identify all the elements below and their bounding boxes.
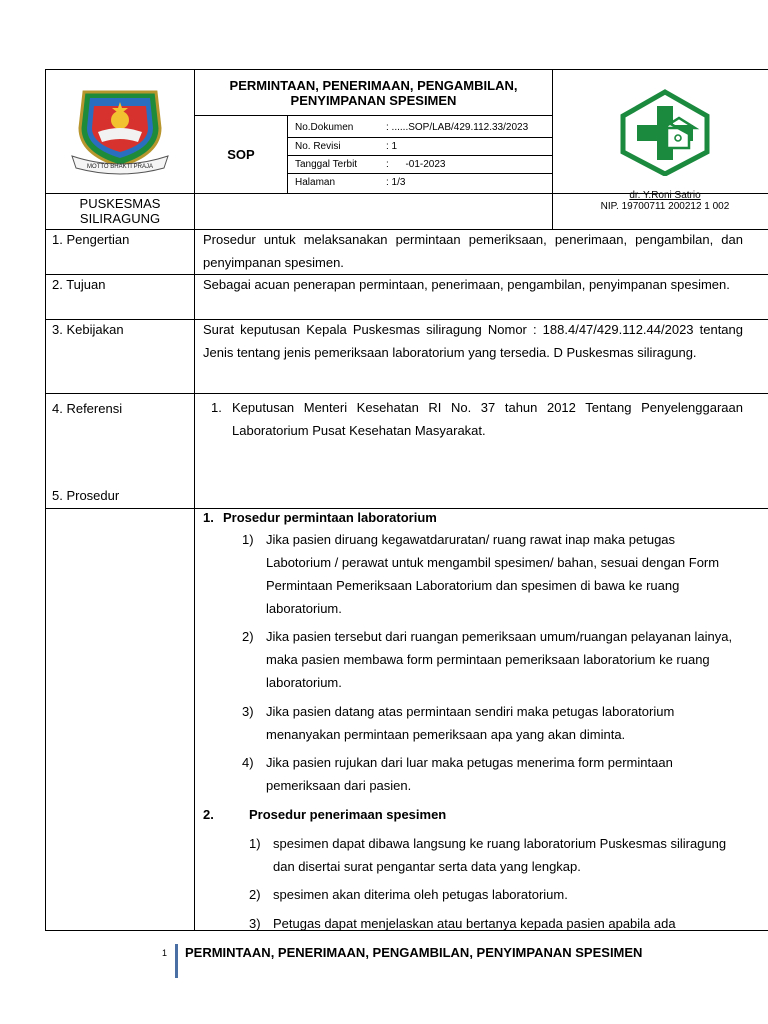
reference-number: 1. [211, 400, 222, 415]
meta-row-dokumen [288, 118, 552, 137]
table-row-divider [45, 508, 768, 509]
reference-item [203, 396, 743, 442]
meta-key: Halaman [295, 177, 336, 188]
item-text: Jika pasien diruang kegawatdaruratan/ ruang rawat inap maka petugas Labotorium / perawat untuk mengambil spesimen/ bahan, sesuai dengan Form Permintaan Pemeriksaan Laboratorium dan spesimen di bawa ke ruang laboratorium. [266, 532, 720, 616]
section-label-tujuan: 2. Tujuan [52, 277, 106, 292]
procedure-2-item [249, 912, 743, 930]
item-text: Petugas dapat menjelaskan atau bertanya kepada pasien apabila ada [273, 916, 676, 930]
item-number: 1) [242, 532, 254, 547]
item-text: Jika pasien tersebut dari ruangan pemeriksaan umum/ruangan pelayanan lainya, maka pasien membawa form permintaan pemeriksaan laboratorium ke ruang laboratorium. [266, 629, 733, 690]
meta-key: Tanggal Terbit [295, 159, 358, 170]
health-logo [553, 70, 768, 193]
section-label-pengertian: 1. Pengertian [52, 232, 130, 247]
signatory-block [553, 190, 768, 212]
meta-value: : -01-2023 [386, 159, 446, 170]
item-number: 2) [242, 629, 254, 644]
meta-row-halaman [288, 173, 552, 192]
item-text: spesimen dapat dibawa langsung ke ruang laboratorium Puskesmas siliragung dan disertai surat pengantar serta data yang lengkap. [273, 836, 727, 874]
section-label-referensi: 4. Referensi [52, 401, 123, 416]
procedure-2-item [249, 832, 743, 878]
meta-key: No.Dokumen [295, 122, 354, 133]
footer-title-text: PERMINTAAN, PENERIMAAN, PENGAMBILAN, PENYIMPANAN SPESIMEN [185, 945, 643, 960]
meta-value: : 1/3 [386, 177, 406, 188]
procedure-1-title: Prosedur permintaan laboratorium [223, 510, 437, 525]
section-label-kebijakan: 3. Kebijakan [52, 322, 124, 337]
logo-motto: MOTTO BHAKTI PRAJA [87, 163, 153, 170]
procedure-1-item [242, 751, 742, 797]
procedure-2-item [249, 883, 743, 906]
item-text: spesimen akan diterima oleh petugas laboratorium. [273, 887, 568, 902]
footer-title [185, 945, 642, 960]
item-number: 4) [242, 755, 254, 770]
procedure-1-number: 1. [203, 510, 214, 525]
table-column-divider [194, 69, 195, 931]
document-title: PERMINTAAN, PENERIMAAN, PENGAMBILAN, PENYIMPANAN SPESIMEN [229, 78, 518, 108]
regency-logo [46, 70, 194, 193]
item-text: Jika pasien datang atas permintaan sendiri maka petugas laboratorium menanyakan permintaan pemeriksaan apa yang akan diminta. [266, 704, 675, 742]
organization-name: PUSKESMAS SILIRAGUNG [79, 196, 161, 226]
procedure-2-number: 2. [203, 807, 214, 822]
signatory-name: dr. Y.Roni Satrio [629, 190, 701, 201]
meta-value: : ......SOP/LAB/429.112.33/2023 [386, 122, 529, 133]
meta-row-revisi [288, 137, 552, 156]
meta-row-tanggal [288, 155, 552, 174]
footer-page-number: 1 [162, 948, 168, 958]
item-number: 1) [249, 836, 261, 851]
procedure-1-item [242, 528, 742, 620]
section-text-pengertian: Prosedur untuk melaksanakan permintaan pemeriksaan, penerimaan, pengambilan, dan penyimpanan spesimen. [203, 232, 743, 270]
section-label-prosedur: 5. Prosedur [52, 488, 120, 503]
reference-text: Keputusan Menteri Kesehatan RI No. 37 tahun 2012 Tentang Penyelenggaraan Laboratorium Pusat Kesehatan Masyarakat. [232, 400, 743, 438]
sop-label: SOP [227, 146, 255, 162]
procedure-2-title: Prosedur penerimaan spesimen [249, 807, 447, 822]
table-row-divider [45, 393, 768, 394]
meta-value: : 1 [386, 141, 398, 152]
section-text-kebijakan: Surat keputusan Kepala Puskesmas siliragung Nomor : 188.4/47/429.112.44/2023 tentang Jenis tentang jenis pemeriksaan laboratorium yang tersedia. D Puskesmas siliragung. [203, 322, 743, 360]
meta-key: No. Revisi [295, 141, 341, 152]
signatory-nip: NIP. 19700711 200212 1 002 [600, 201, 730, 212]
item-number: 3) [242, 704, 254, 719]
procedure-1-item [242, 625, 742, 694]
item-text: Jika pasien rujukan dari luar maka petugas menerima form permintaan pemeriksaan dari pasien. [266, 755, 673, 793]
item-number: 2) [249, 887, 261, 902]
footer-accent-bar [175, 944, 178, 978]
regency-emblem-icon [64, 88, 176, 176]
table-border-bottom [45, 930, 768, 931]
section-text-tujuan: Sebagai acuan penerapan permintaan, penerimaan, pengambilan, penyimpanan spesimen. [203, 277, 730, 292]
health-cross-house-icon [615, 88, 715, 176]
item-number: 3) [249, 916, 261, 930]
procedure-1-item [242, 700, 742, 746]
